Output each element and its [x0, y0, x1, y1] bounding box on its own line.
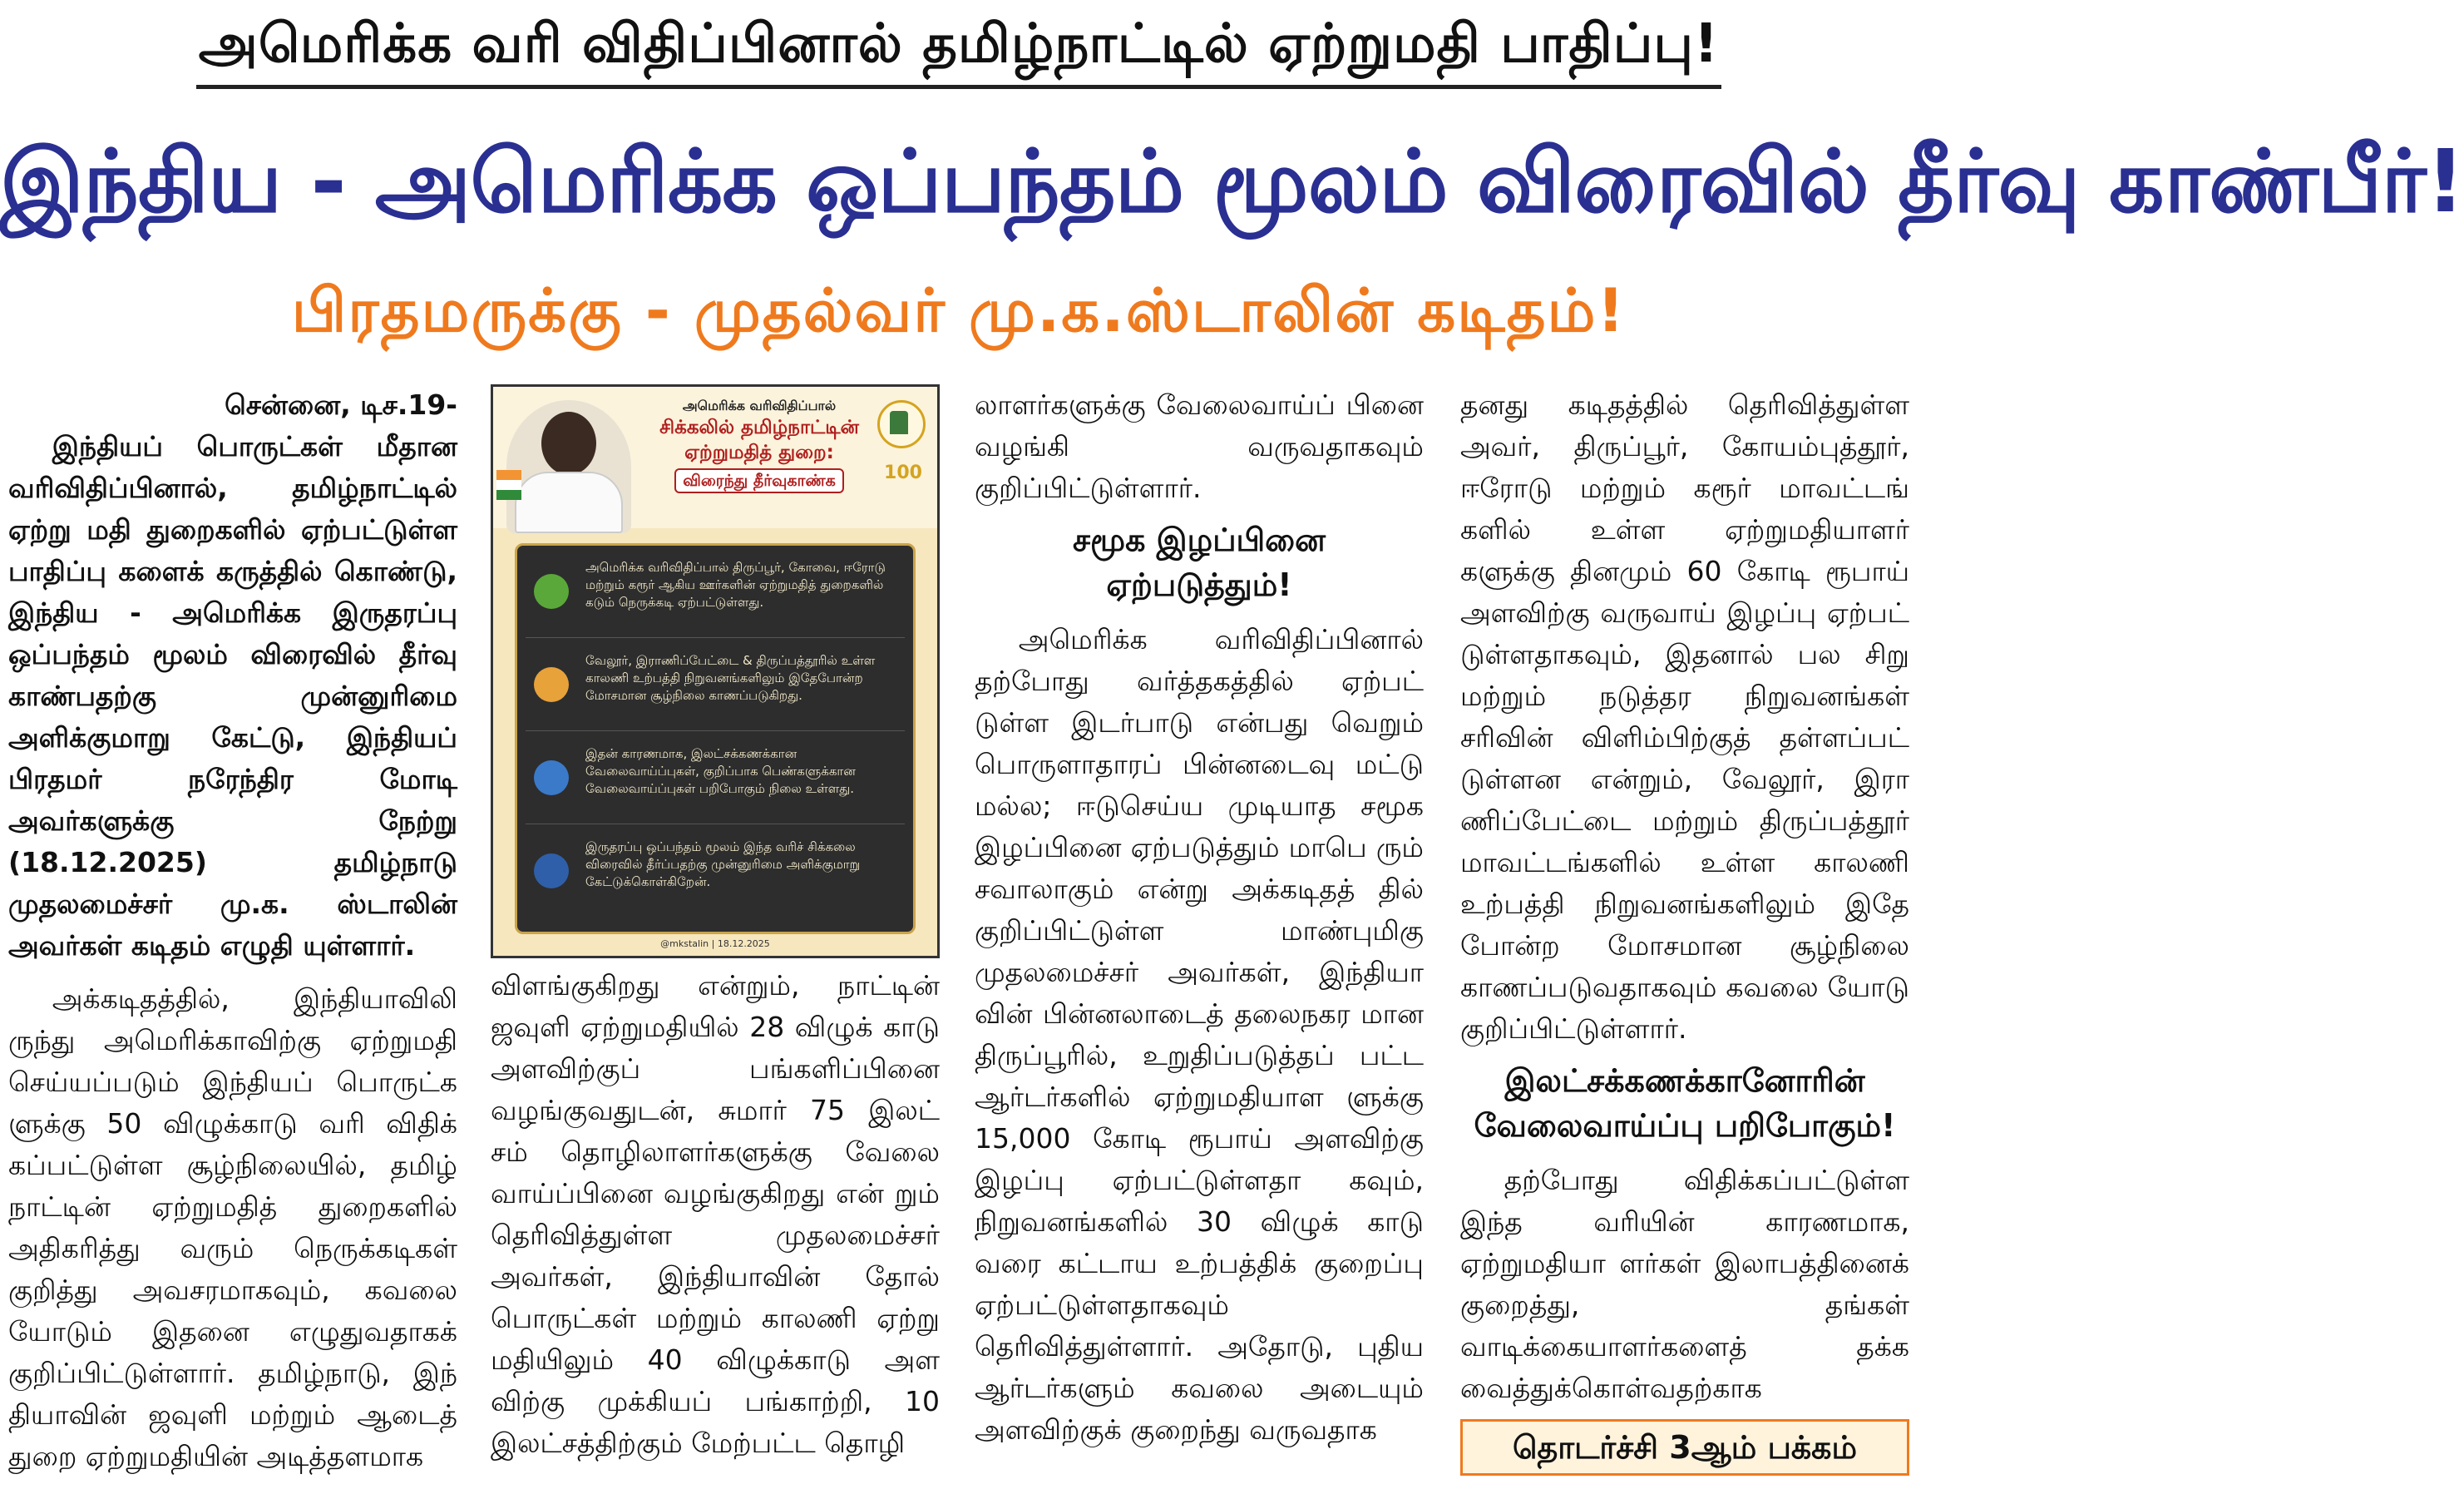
main-headline: இந்திய - அமெரிக்க ஒப்பந்தம் மூலம் விரைவில் தீர்வு காண்பீர்! — [0, 131, 2464, 232]
infographic-title-tag: விரைந்து தீர்வுகாண்க — [674, 468, 844, 493]
centenary-badge: 100 — [884, 463, 922, 483]
article-column-4 — [1460, 384, 1909, 1476]
subheadline: பிரதமருக்கு - முதல்வர் மு.க.ஸ்டாலின் கடிதம்! — [291, 275, 1627, 345]
dateline: சென்னை, டிச.19- — [225, 388, 457, 421]
article-column-1 — [8, 384, 457, 1477]
infographic-row-text: இருதரப்பு ஒப்பந்தம் மூலம் இந்த வரிச் சிக்கலை விரைவில் தீர்ப்பதற்கு முன்னுரிமை அளிக்குமாறு கேட்டுக்கொள்கிறேன். — [585, 839, 861, 889]
kicker-headline: அமெரிக்க வரி விதிப்பினால் தமிழ்நாட்டில் ஏற்றுமதி பாதிப்பு! — [196, 3, 1721, 89]
infographic-row-text: அமெரிக்க வரிவிதிப்பால் திருப்பூர், கோவை, ஈரோடு மற்றும் கரூர் ஆகிய ஊர்களின் ஏற்றுமதித் துறைகளில் கடும் நெருக்கடி ஏற்பட்டுள்ளது. — [585, 560, 886, 610]
column-4-top: தனது கடிதத்தில் தெரிவித்துள்ள அவர், திருப்பூர், கோயம்புத்தூர், ஈரோடு மற்றும் கரூர் மாவட்டங் களில் உள்ள ஏற்றுமதியாளர் களுக்கு தினமும் 60 கோடி ரூபாய் அளவிற்கு வருவாய் இழப்பு ஏற்பட் டுள்ளதாகவும், இதனால் பல சிறு மற்றும் நடுத்தர நிறுவனங்கள் சரிவின் விளிம்பிற்குத் தள்ளப்பட் டுள்ளன என்றும், வேலூர், இரா ணிப்பேட்டை மற்றும் திருப்பத்தூர் மாவட்டங்களில் உள்ள காலணி உற்பத்தி நிறுவனங்களிலும் இதே போன்ற மோசமான சூழ்நிலை காணப்படுவதாகவும் கவலை யோடு குறிப்பிட்டுள்ளார். — [1460, 388, 1909, 1045]
shoe-icon — [534, 667, 569, 702]
infographic-header — [493, 387, 937, 528]
infographic-row — [526, 737, 905, 824]
column-3-subheading: சமூக இழப்பினை ஏற்படுத்தும்! — [1073, 522, 1326, 603]
infographic-row-text: வேலூர், இராணிப்பேட்டை & திருப்பத்தூரில் உள்ள காலணி உற்பத்தி நிறுவனங்களிலும் இதேபோன்ற மோசமான சூழ்நிலை காணப்படுகிறது. — [585, 653, 876, 703]
continued-page-box: தொடர்ச்சி 3ஆம் பக்கம் — [1460, 1419, 1909, 1476]
laptop-icon — [534, 760, 569, 795]
article-column-3 — [975, 384, 1424, 1451]
infographic-panel — [515, 543, 916, 934]
tn-label-icon — [534, 574, 569, 609]
column-2-body: விளங்குகிறது என்றும், நாட்டின் ஜவுளி ஏற்றுமதியில் 28 விழுக் காடு அளவிற்குப் பங்களிப்பினை வழங்குவதுடன், சுமார் 75 இலட் சம் தொழிலாளர்களுக்கு வேலை வாய்ப்பினை வழங்குகிறது என் றும் தெரிவித்துள்ள முதலமைச்சர் அவர்கள், இந்தியாவின் தோல் பொருட்கள் மற்றும் காலணி ஏற்று மதியிலும் 40 விழுக்காடு அள விற்கு முக்கியப் பங்காற்றி, 10 இலட்சத்திற்கும் மேற்பட்ட தொழி — [491, 969, 940, 1459]
handshake-icon — [534, 853, 569, 888]
article-column-2 — [491, 965, 940, 1464]
infographic-row — [526, 644, 905, 731]
column-3-top: லாளர்களுக்கு வேலைவாய்ப் பினை வழங்கி வருவதாகவும் குறிப்பிட்டுள்ளார். — [975, 388, 1424, 504]
column-4-body: தற்போது விதிக்கப்பட்டுள்ள இந்த வரியின் காரணமாக, ஏற்றுமதியா ளர்கள் இலாபத்தினைக் குறைத்து, தங்கள் வாடிக்கையாளர்களைத் தக்க வைத்துக்கொள்வதற்காக — [1460, 1164, 1909, 1404]
infographic-title-small: அமெரிக்க வரிவிதிப்பால் — [682, 398, 837, 413]
infographic-row — [526, 830, 905, 917]
infographic-title — [635, 397, 884, 493]
column-4-subheading: இலட்சக்கணக்கானோரின் வேலைவாய்ப்பு பறிபோகும்! — [1474, 1062, 1896, 1144]
infographic-footer: @mkstalin | 18.12.2025 — [660, 938, 770, 949]
portrait-image — [506, 400, 631, 533]
column-1-body: அக்கடிதத்தில், இந்தியாவிலி ருந்து அமெரிக்காவிற்கு ஏற்றுமதி செய்யப்படும் இந்தியப் பொருட்க ளுக்கு 50 விழுக்காடு வரி விதிக் கப்பட்டுள்ள சூழ்நிலையில், தமிழ் நாட்டின் ஏற்றுமதித் துறைகளில் அதிகரித்து வரும் நெருக்கடிகள் குறித்து அவசரமாகவும், கவலை யோடும் இதனை எழுதுவதாகக் குறிப்பிட்டுள்ளார். தமிழ்நாடு, இந் தியாவின் ஜவுளி மற்றும் ஆடைத் துறை ஏற்றுமதியின் அடித்தளமாக — [8, 982, 457, 1472]
column-3-body: அமெரிக்க வரிவிதிப்பினால் தற்போது வர்த்தகத்தில் ஏற்பட் டுள்ள இடர்பாடு என்பது வெறும் பொருளாதாரப் பின்னடைவு மட்டு மல்ல; ஈடுசெய்ய முடியாத சமூக இழப்பினை ஏற்படுத்தும் மாபெ ரும் சவாலாகும் என்று அக்கடிதத் தில் குறிப்பிட்டுள்ள மாண்புமிகு முதலமைச்சர் அவர்கள், இந்தியா வின் பின்னலாடைத் தலைநகர மான திருப்பூரில், உறுதிப்படுத்தப் பட்ட ஆர்டர்களில் ஏற்றுமதியாள ளுக்கு 15,000 கோடி ரூபாய் அளவிற்கு இழப்பு ஏற்பட்டுள்ளதா கவும், நிறுவனங்களில் 30 விழுக் காடு வரை கட்டாய உற்பத்திக் குறைப்பு ஏற்பட்டுள்ளதாகவும் தெரிவித்துள்ளார். அதோடு, புதிய ஆர்டர்களும் கவலை அடையும் அளவிற்குக் குறைந்து வருவதாக — [975, 623, 1424, 1446]
infographic-image — [491, 384, 940, 958]
infographic-row — [526, 551, 905, 638]
india-flag-icon — [496, 470, 521, 500]
lead-paragraph: இந்தியப் பொருட்கள் மீதான வரிவிதிப்பினால், தமிழ்நாட்டில் ஏற்று மதி துறைகளில் ஏற்பட்டுள்ள பாதிப்பு களைக் கருத்தில் கொண்டு, இந்திய - அமெரிக்க இருதரப்பு ஒப்பந்தம் மூலம் விரைவில் தீர்வு காண்பதற்கு முன்னுரிமை அளிக்குமாறு கேட்டு, இந்தியப் பிரதமர் நரேந்திர மோடி அவர்களுக்கு நேற்று (18.12.2025) தமிழ்நாடு முதலமைச்சர் மு.க. ஸ்டாலின் அவர்கள் கடிதம் எழுதி யுள்ளார். — [8, 430, 457, 962]
infographic-row-text: இதன் காரணமாக, இலட்சக்கணக்கான வேலைவாய்ப்புகள், குறிப்பாக பெண்களுக்கான வேலைவாய்ப்புகள் பறிபோகும் நிலை உள்ளது. — [585, 746, 856, 796]
state-emblem-icon — [877, 400, 926, 448]
infographic-title-main: சிக்கலில் தமிழ்நாட்டின் ஏற்றுமதித் துறை: — [659, 417, 859, 463]
